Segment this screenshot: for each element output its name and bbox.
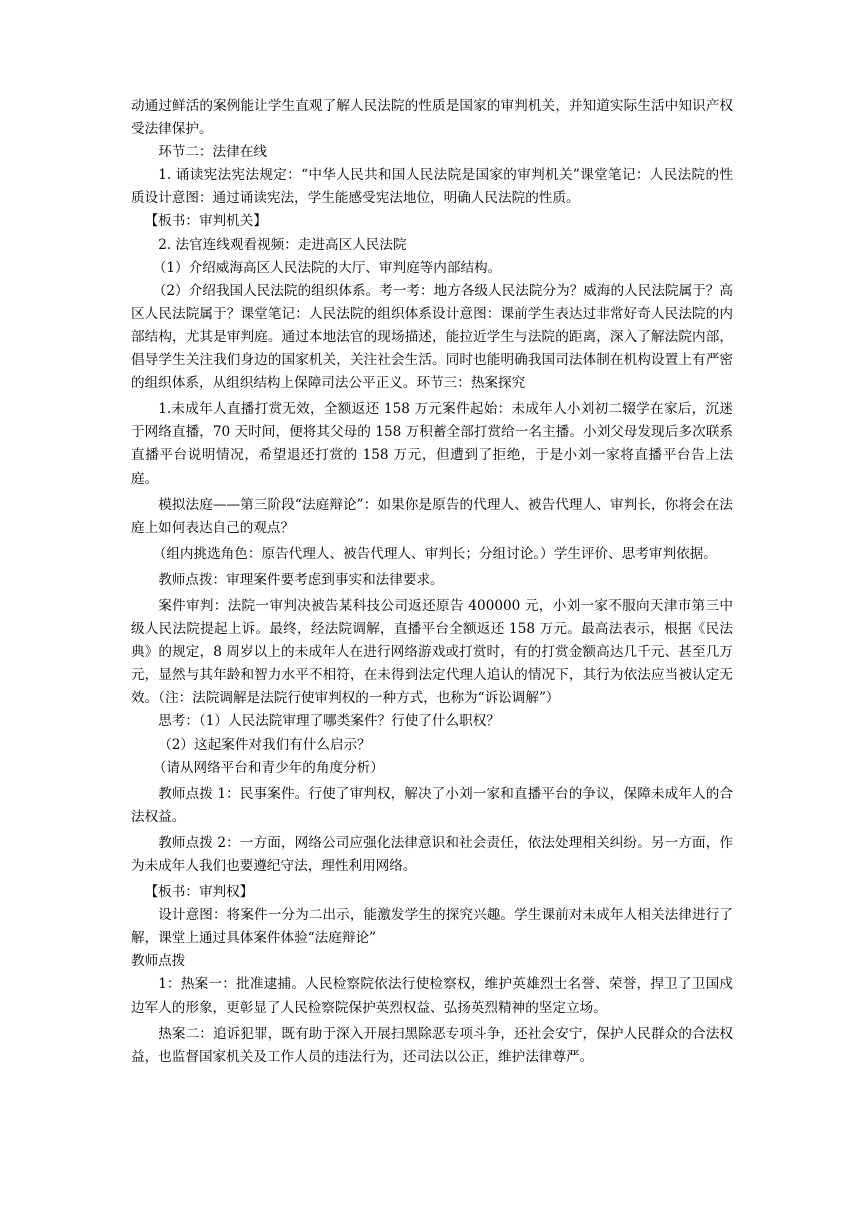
paragraph-22: 热案二：追诉犯罪，既有助于深入开展扫黑除恶专项斗争，还社会安宁，保护人民群众的合法权益，也监督国家机关及工作人员的违法行为，还司法以公正，维护法律尊严。 <box>131 1025 733 1065</box>
board-note-1: 【板书：审判机关】 <box>144 213 267 230</box>
paragraph-13: 思考：（1）人民法院审理了哪类案件？行使了什么职权？ <box>158 713 500 730</box>
paragraph-19: 设计意图：将案件一分为二出示，能激发学生的探究兴趣。学生课前对未成年人相关法律进行了解，课堂上通过具体案件体验“法庭辩论” <box>131 907 733 947</box>
board-note-2: 【板书：审判权】 <box>144 884 254 901</box>
paragraph-16: 教师点拨 1：民事案件。行使了审判权，解决了小刘一家和直播平台的争议，保障未成年人的合法权益。 <box>131 785 733 825</box>
paragraph-10: （组内挑选角色：原告代理人、被告代理人、审判长；分组讨论。）学生评价、思考审判依据。 <box>152 545 717 562</box>
section-heading-2: 环节二：法律在线 <box>158 144 267 161</box>
paragraph-12: 案件审判：法院一审判决被告某科技公司返还原告 400000 元，小刘一家不服向天津市第三中级人民法院提起上诉。最终，经法院调解，直播平台全额返还 158 万元。最高法表示，根据《民法典》的规定，8 周岁以上的未成年人在进行网络游戏或打赏时，有的打赏金额高达几千元、甚至几万元，显然与其年龄和智力水平不相符，在未得到法定代理人追认的情况下，其行为依法应当被认定无效。（注：法院调解是法院行使审判权的一种方式，也称为“诉讼调解”） <box>131 597 733 707</box>
paragraph-5: 2. 法官连线观看视频：走进高区人民法院 <box>158 236 407 253</box>
paragraph-20: 教师点拨 <box>131 953 186 970</box>
paragraph-6: （1）介绍威海高区人民法院的大厅、审判庭等内部结构。 <box>152 259 502 276</box>
paragraph-11: 教师点拨：审理案件要考虑到事实和法律要求。 <box>158 571 444 588</box>
paragraph-7: （2）介绍我国人民法院的组织体系。考一考：地方各级人民法院分为？威海的人民法院属于？高区人民法院属于？课堂笔记：人民法院的组织体系设计意图：课前学生表达过非常好奇人民法院的内部结构，尤其是审判庭。通过本地法官的现场描述，能拉近学生与法院的距离，深入了解法院内部，倡导学生关注我们身边的国家机关，关注社会生活。同时也能明确我国司法体制在机构设置上有严密的组织体系，从组织结构上保障司法公平正义。环节三：热案探究 <box>131 282 733 392</box>
paragraph-21: 1：热案一：批准逮捕。人民检察院依法行使检察权，维护英雄烈士名誉、荣誉，捍卫了卫国戍边军人的形象，更彰显了人民检察院保护英烈权益、弘扬英烈精神的坚定立场。 <box>131 976 733 1016</box>
paragraph-15: （请从网络平台和青少年的角度分析） <box>152 759 384 776</box>
paragraph-9: 模拟法庭——第三阶段“法庭辩论”：如果你是原告的代理人、被告代理人、审判长，你将会在法庭上如何表达自己的观点？ <box>131 496 733 536</box>
paragraph-1: 动通过鲜活的案例能让学生直观了解人民法院的性质是国家的审判机关，并知道实际生活中知识产权受法律保护。 <box>131 98 733 138</box>
paragraph-17: 教师点拨 2：一方面，网络公司应强化法律意识和社会责任，依法处理相关纠纷。另一方面，作为未成年人我们也要遵纪守法，理性利用网络。 <box>131 834 733 874</box>
paragraph-8: 1.未成年人直播打赏无效，全额返还 158 万元案件起始：未成年人小刘初二辍学在家后，沉迷于网络直播，70 天时间，便将其父母的 158 万积蓄全部打赏给一名主播。小刘父母发现后多次联系直播平台说明情况，希望退还打赏的 158 万元，但遭到了拒绝，于是小刘一家将直播平台告上法庭。 <box>131 401 733 487</box>
paragraph-14: （2）这起案件对我们有什么启示？ <box>158 736 371 753</box>
paragraph-3: 1. 诵读宪法宪法规定：“中华人民共和国人民法院是国家的审判机关”课堂笔记：人民法院的性质设计意图：通过诵读宪法，学生能感受宪法地位，明确人民法院的性质。 <box>131 167 733 207</box>
document-page <box>131 95 733 1069</box>
